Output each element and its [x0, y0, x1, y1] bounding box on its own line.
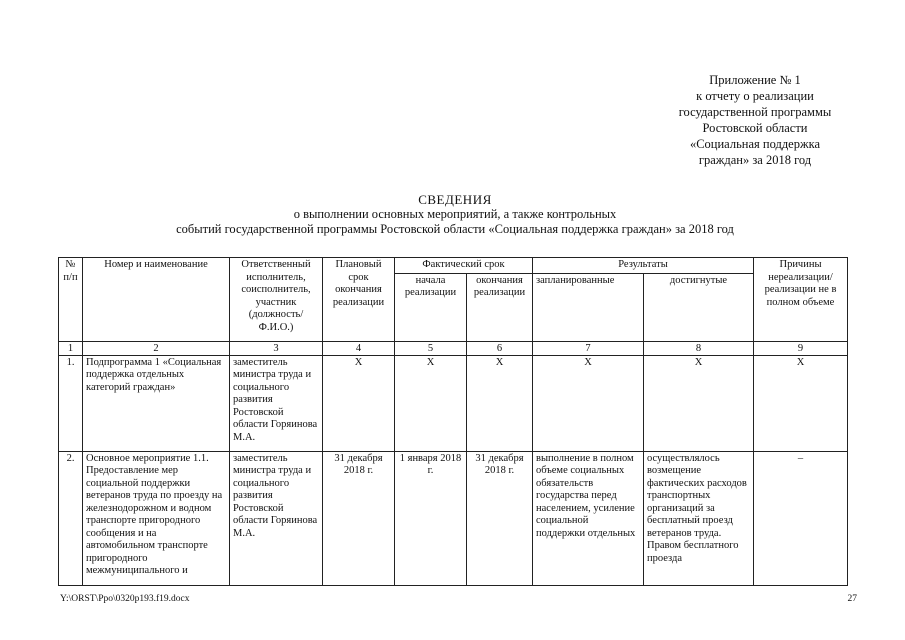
row-name: Подпрограмма 1 «Социальная поддержка отдельных категорий граждан» [83, 355, 230, 451]
header-actual: Фактический срок [395, 258, 533, 274]
header-actual-start: начала реализации [395, 273, 467, 341]
row-responsible: заместитель министра труда и социального развития Ростовской области Горяинова М.А. [230, 355, 323, 451]
column-number: 2 [83, 341, 230, 355]
column-number-row [59, 341, 848, 355]
column-number: 9 [754, 341, 848, 355]
appendix-heading [640, 72, 870, 168]
row-name: Основное мероприятие 1.1. Предоставление мер социальной поддержки ветеранов труда по проезду на железнодорожном и водном транспорте пригородного сообщения и на автомобильном транспорте пригородного межмуниципального и [83, 451, 230, 585]
column-number: 8 [644, 341, 754, 355]
row-results-achieved: Х [644, 355, 754, 451]
appendix-line: государственной программы [678, 105, 832, 119]
row-end: Х [467, 355, 533, 451]
appendix-line: граждан» за 2018 год [698, 153, 812, 167]
title-line-1: о выполнении основных мероприятий, а также контрольных [293, 207, 617, 221]
row-reasons: Х [754, 355, 848, 451]
column-number: 5 [395, 341, 467, 355]
column-number: 3 [230, 341, 323, 355]
footer-file-path: Y:\ORST\Ppo\0320p193.f19.docx [60, 594, 190, 604]
results-table [58, 257, 848, 586]
table-row [59, 451, 848, 585]
row-reasons: – [754, 451, 848, 585]
column-number: 7 [533, 341, 644, 355]
column-number: 4 [323, 341, 395, 355]
row-num: 1. [59, 355, 83, 451]
row-num: 2. [59, 451, 83, 585]
header-num: № п/п [59, 258, 83, 342]
header-responsible: Ответственный исполнитель, соисполнитель, участник (должность/ Ф.И.О.) [230, 258, 323, 342]
column-number: 6 [467, 341, 533, 355]
row-responsible: заместитель министра труда и социального развития Ростовской области Горяинова М.А. [230, 451, 323, 585]
row-planned: 31 декабря 2018 г. [323, 451, 395, 585]
header-results-achieved: достигнутые [644, 273, 754, 341]
appendix-line: Приложение № 1 [709, 73, 801, 87]
column-number: 1 [59, 341, 83, 355]
header-actual-end: окончания реализации [467, 273, 533, 341]
appendix-line: «Социальная поддержка [689, 137, 821, 151]
header-planned: Плановый срок окончания реализации [323, 258, 395, 342]
title-line-2: событий государственной программы Ростовской области «Социальная поддержка граждан» за 2018 год [176, 222, 734, 236]
row-start: Х [395, 355, 467, 451]
header-results-planned: запланированные [533, 273, 644, 341]
row-results-achieved: осуществлялось возмещение фактических расходов транспортных организаций за бесплатный проезд ветеранов труда. Правом бесплатного проезда [644, 451, 754, 585]
row-results-planned: Х [533, 355, 644, 451]
table-row [59, 355, 848, 451]
title-main: СВЕДЕНИЯ [418, 192, 492, 207]
row-planned: Х [323, 355, 395, 451]
appendix-line: Ростовской области [702, 121, 808, 135]
header-results: Результаты [533, 258, 754, 274]
row-start: 1 января 2018 г. [395, 451, 467, 585]
footer-page-number: 27 [847, 594, 857, 604]
header-name: Номер и наименование [83, 258, 230, 342]
document-title [40, 192, 870, 237]
header-reasons: Причины нереализации/ реализации не в полном объеме [754, 258, 848, 342]
appendix-line: к отчету о реализации [696, 89, 814, 103]
row-results-planned: выполнение в полном объеме социальных обязательств государства перед населением, усиление социальной поддержки отдельных [533, 451, 644, 585]
row-end: 31 декабря 2018 г. [467, 451, 533, 585]
